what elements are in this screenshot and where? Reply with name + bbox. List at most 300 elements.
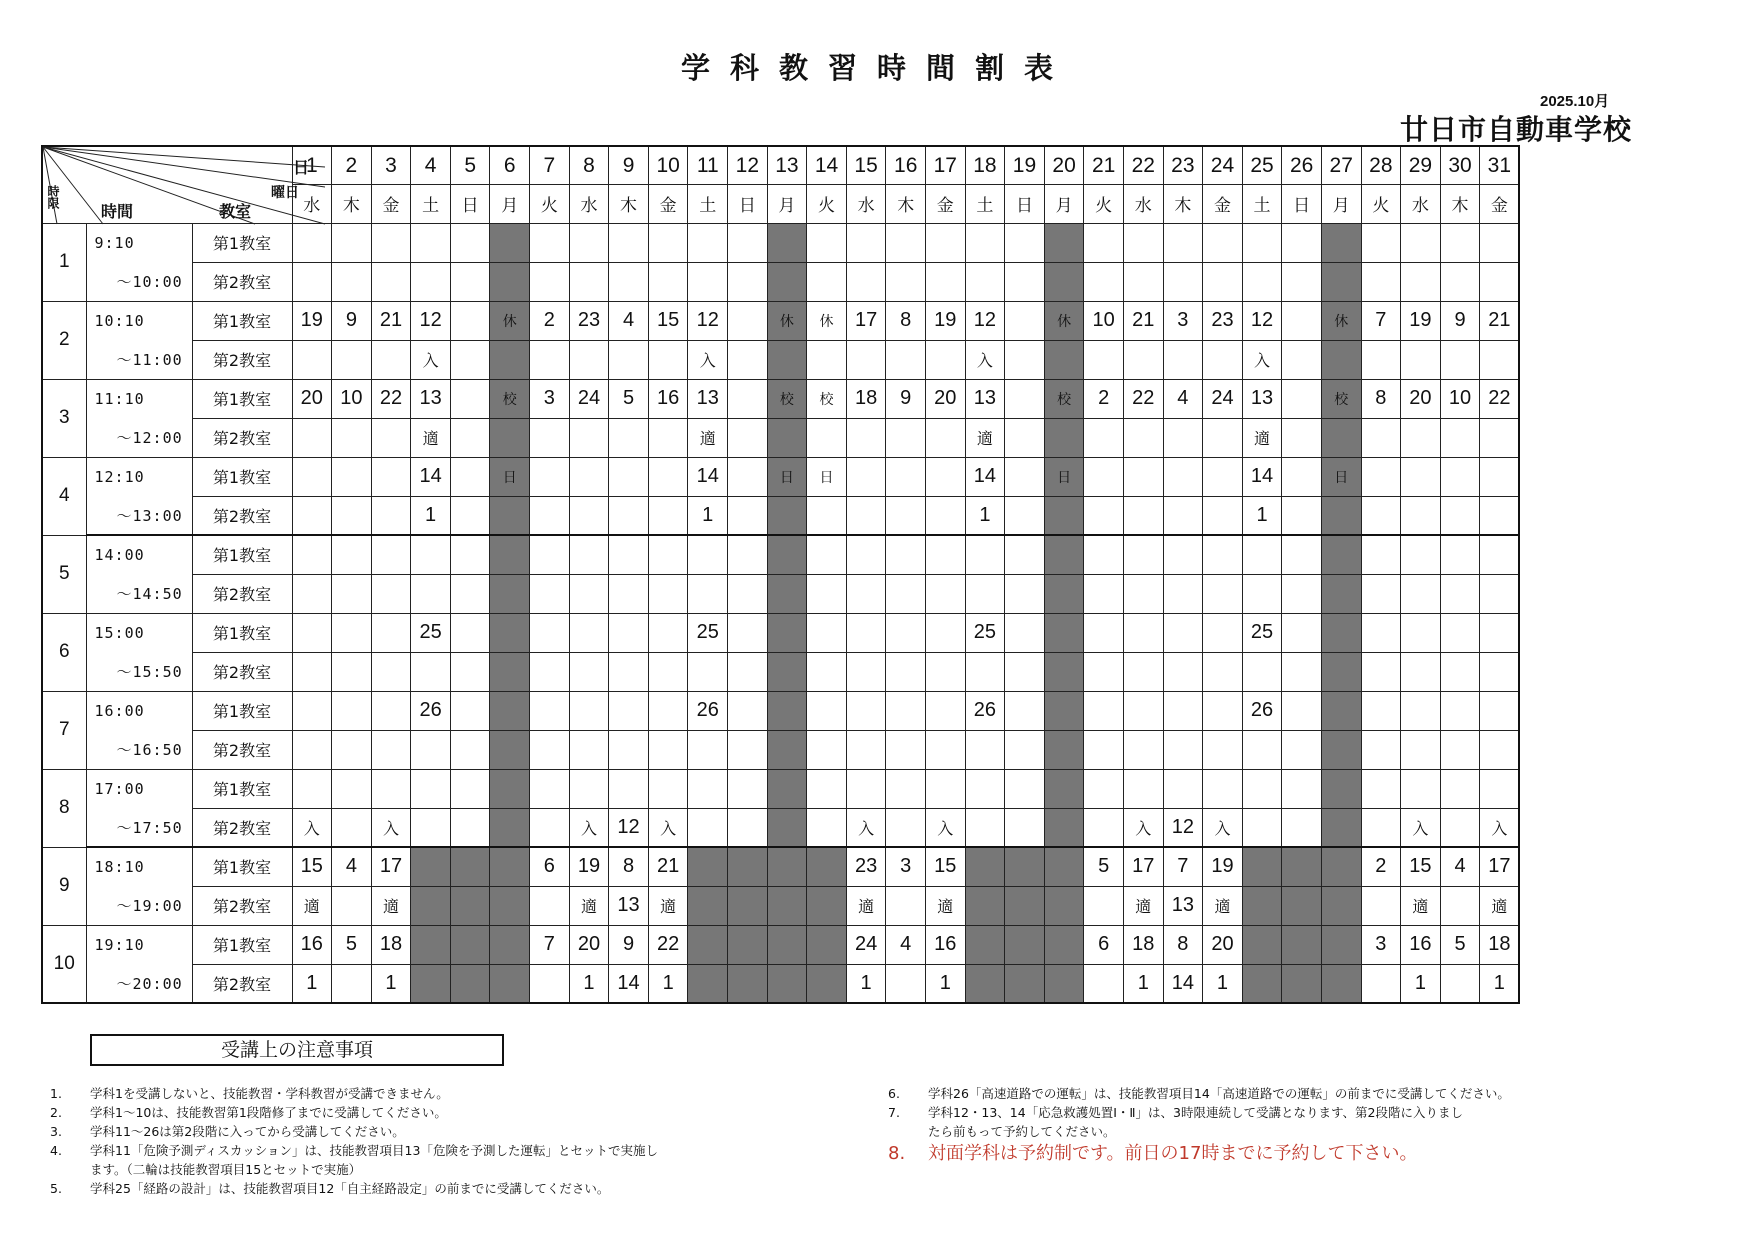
- schedule-cell: [1282, 847, 1322, 886]
- schedule-cell: [569, 340, 609, 379]
- schedule-cell: [767, 847, 807, 886]
- schedule-cell: [846, 769, 886, 808]
- day-header: 27: [1321, 146, 1361, 185]
- schedule-cell: 適: [1401, 886, 1441, 925]
- note-text: 学科25「経路の設計」は、技能教習項目12「自主経路設定」の前までに受講してください。: [90, 1181, 610, 1196]
- schedule-cell: 26: [688, 691, 728, 730]
- schedule-cell: [1242, 535, 1282, 574]
- day-header: 5: [450, 146, 490, 185]
- schedule-cell: [1440, 457, 1480, 496]
- schedule-cell: [688, 847, 728, 886]
- schedule-cell: [1282, 925, 1322, 964]
- schedule-cell: [846, 457, 886, 496]
- schedule-cell: [1044, 496, 1084, 535]
- schedule-cell: 6: [1084, 925, 1124, 964]
- schedule-cell: [1084, 418, 1124, 457]
- schedule-cell: [1123, 730, 1163, 769]
- schedule-cell: [767, 496, 807, 535]
- schedule-cell: [1321, 730, 1361, 769]
- schedule-cell: [965, 925, 1005, 964]
- schedule-cell: 23: [846, 847, 886, 886]
- school-name: 廿日市自動車学校: [1400, 113, 1633, 146]
- weekday-header: 火: [530, 185, 570, 224]
- schedule-cell: [728, 535, 768, 574]
- schedule-cell: [1123, 223, 1163, 262]
- schedule-cell: [886, 496, 926, 535]
- schedule-cell: 1: [688, 496, 728, 535]
- schedule-cell: [1084, 613, 1124, 652]
- schedule-cell: [490, 808, 530, 847]
- schedule-cell: 休: [807, 301, 847, 340]
- weekday-header: 日: [1005, 185, 1045, 224]
- weekday-header: 土: [688, 185, 728, 224]
- table-row: [42, 379, 1519, 418]
- schedule-cell: 13: [609, 886, 649, 925]
- schedule-cell: [1005, 223, 1045, 262]
- period-start-time: 19:10: [86, 925, 192, 964]
- schedule-cell: [1282, 262, 1322, 301]
- schedule-cell: [1005, 964, 1045, 1003]
- schedule-cell: [1163, 496, 1203, 535]
- schedule-cell: [965, 262, 1005, 301]
- schedule-cell: 4: [332, 847, 372, 886]
- schedule-cell: [411, 535, 451, 574]
- day-header: 11: [688, 146, 728, 185]
- schedule-cell: [490, 691, 530, 730]
- schedule-cell: [846, 691, 886, 730]
- schedule-cell: 18: [1480, 925, 1520, 964]
- schedule-cell: 22: [371, 379, 411, 418]
- schedule-cell: 7: [1361, 301, 1401, 340]
- schedule-cell: 20: [292, 379, 332, 418]
- schedule-cell: [609, 613, 649, 652]
- schedule-cell: [886, 613, 926, 652]
- schedule-cell: [728, 223, 768, 262]
- schedule-cell: [1163, 223, 1203, 262]
- schedule-cell: [728, 457, 768, 496]
- schedule-cell: 7: [530, 925, 570, 964]
- schedule-cell: [1480, 418, 1520, 457]
- note-number: 3.: [50, 1124, 62, 1139]
- room-label: 第2教室: [192, 574, 292, 613]
- schedule-cell: [332, 223, 372, 262]
- schedule-cell: [1321, 223, 1361, 262]
- period-end-time: ～11:00: [86, 340, 192, 379]
- schedule-cell: [1203, 691, 1243, 730]
- note-item: [888, 1103, 1668, 1141]
- schedule-cell: [767, 262, 807, 301]
- schedule-cell: [609, 652, 649, 691]
- period-number: 4: [42, 457, 86, 535]
- schedule-cell: [1440, 769, 1480, 808]
- schedule-cell: [1005, 262, 1045, 301]
- schedule-cell: [807, 925, 847, 964]
- schedule-cell: 1: [569, 964, 609, 1003]
- schedule-cell: [490, 340, 530, 379]
- schedule-cell: 適: [411, 418, 451, 457]
- weekday-header: 木: [1163, 185, 1203, 224]
- schedule-cell: 16: [1401, 925, 1441, 964]
- schedule-cell: [450, 847, 490, 886]
- schedule-cell: 適: [1242, 418, 1282, 457]
- schedule-cell: 1: [846, 964, 886, 1003]
- schedule-cell: [490, 769, 530, 808]
- schedule-cell: 12: [965, 301, 1005, 340]
- schedule-cell: [371, 457, 411, 496]
- schedule-cell: [1361, 418, 1401, 457]
- day-header: 9: [609, 146, 649, 185]
- schedule-cell: [1123, 574, 1163, 613]
- schedule-cell: 9: [332, 301, 372, 340]
- schedule-cell: [450, 613, 490, 652]
- day-header: 12: [728, 146, 768, 185]
- schedule-cell: [728, 379, 768, 418]
- schedule-cell: [1401, 418, 1441, 457]
- schedule-cell: [530, 691, 570, 730]
- schedule-cell: [965, 535, 1005, 574]
- schedule-cell: 日: [1321, 457, 1361, 496]
- schedule-cell: [1203, 769, 1243, 808]
- schedule-cell: [1163, 769, 1203, 808]
- schedule-cell: 校: [490, 379, 530, 418]
- schedule-cell: [371, 262, 411, 301]
- schedule-cell: [648, 496, 688, 535]
- schedule-cell: [1005, 574, 1045, 613]
- schedule-cell: 1: [1480, 964, 1520, 1003]
- schedule-cell: 26: [965, 691, 1005, 730]
- schedule-cell: [1440, 691, 1480, 730]
- schedule-cell: [767, 691, 807, 730]
- schedule-cell: [411, 808, 451, 847]
- schedule-cell: [1321, 262, 1361, 301]
- schedule-cell: [1480, 574, 1520, 613]
- table-row: [42, 457, 1519, 496]
- schedule-cell: 適: [1203, 886, 1243, 925]
- schedule-cell: [1321, 886, 1361, 925]
- schedule-cell: 4: [886, 925, 926, 964]
- period-start-time: 15:00: [86, 613, 192, 652]
- schedule-cell: [1361, 496, 1401, 535]
- note-number: 6.: [888, 1086, 900, 1101]
- room-label: 第2教室: [192, 886, 292, 925]
- schedule-cell: [1123, 691, 1163, 730]
- schedule-cell: [767, 730, 807, 769]
- room-label: 第1教室: [192, 847, 292, 886]
- schedule-cell: [530, 964, 570, 1003]
- schedule-cell: [1480, 340, 1520, 379]
- notes-left-column: [50, 1084, 810, 1198]
- weekday-header: 土: [965, 185, 1005, 224]
- schedule-cell: [609, 574, 649, 613]
- schedule-cell: 入: [371, 808, 411, 847]
- schedule-cell: 16: [926, 925, 966, 964]
- schedule-cell: [609, 535, 649, 574]
- schedule-cell: [1401, 769, 1441, 808]
- weekday-header: 土: [411, 185, 451, 224]
- schedule-cell: [292, 574, 332, 613]
- schedule-cell: [1440, 886, 1480, 925]
- schedule-cell: [1044, 808, 1084, 847]
- schedule-cell: 休: [767, 301, 807, 340]
- day-header: 28: [1361, 146, 1401, 185]
- schedule-cell: [609, 340, 649, 379]
- schedule-cell: [569, 769, 609, 808]
- schedule-cell: [490, 964, 530, 1003]
- weekday-header: 金: [371, 185, 411, 224]
- period-end-time: ～12:00: [86, 418, 192, 457]
- schedule-cell: [609, 262, 649, 301]
- weekday-header: 木: [886, 185, 926, 224]
- schedule-cell: [1321, 691, 1361, 730]
- schedule-cell: [1242, 652, 1282, 691]
- schedule-cell: [767, 652, 807, 691]
- schedule-cell: [648, 457, 688, 496]
- schedule-cell: [371, 730, 411, 769]
- schedule-cell: [332, 262, 372, 301]
- schedule-cell: [1084, 652, 1124, 691]
- schedule-cell: [1005, 340, 1045, 379]
- schedule-cell: [1163, 262, 1203, 301]
- schedule-cell: [1480, 262, 1520, 301]
- note-number: 4.: [50, 1143, 62, 1158]
- schedule-cell: [767, 964, 807, 1003]
- schedule-cell: [530, 730, 570, 769]
- schedule-cell: 入: [965, 340, 1005, 379]
- room-label: 第2教室: [192, 808, 292, 847]
- schedule-cell: [1005, 418, 1045, 457]
- schedule-cell: 12: [688, 301, 728, 340]
- schedule-cell: [1480, 730, 1520, 769]
- schedule-cell: [767, 340, 807, 379]
- schedule-cell: [886, 730, 926, 769]
- schedule-cell: [1005, 886, 1045, 925]
- schedule-cell: 2: [530, 301, 570, 340]
- schedule-cell: 入: [569, 808, 609, 847]
- schedule-cell: [1203, 652, 1243, 691]
- schedule-cell: [648, 535, 688, 574]
- schedule-cell: 20: [1203, 925, 1243, 964]
- schedule-cell: [965, 223, 1005, 262]
- schedule-cell: [1044, 964, 1084, 1003]
- schedule-cell: [807, 535, 847, 574]
- schedule-cell: 1: [411, 496, 451, 535]
- schedule-cell: [767, 574, 807, 613]
- schedule-cell: 休: [1044, 301, 1084, 340]
- schedule-cell: [1203, 223, 1243, 262]
- schedule-cell: [926, 223, 966, 262]
- schedule-cell: [292, 730, 332, 769]
- period-number: 2: [42, 301, 86, 379]
- schedule-cell: [490, 418, 530, 457]
- schedule-cell: 19: [1203, 847, 1243, 886]
- schedule-cell: [648, 769, 688, 808]
- schedule-cell: [728, 340, 768, 379]
- schedule-cell: [450, 886, 490, 925]
- schedule-cell: 17: [1123, 847, 1163, 886]
- schedule-cell: [1401, 223, 1441, 262]
- schedule-cell: [411, 964, 451, 1003]
- header-corner: [42, 146, 310, 223]
- schedule-cell: 入: [1123, 808, 1163, 847]
- room-label: 第2教室: [192, 964, 292, 1003]
- schedule-cell: [1084, 262, 1124, 301]
- schedule-cell: [1203, 457, 1243, 496]
- table-row: [42, 730, 1519, 769]
- schedule-cell: [926, 535, 966, 574]
- schedule-cell: [767, 535, 807, 574]
- schedule-cell: [1282, 418, 1322, 457]
- note-number: 7.: [888, 1105, 900, 1120]
- schedule-cell: [530, 808, 570, 847]
- room-label: 第1教室: [192, 691, 292, 730]
- schedule-cell: [490, 847, 530, 886]
- room-label: 第2教室: [192, 496, 292, 535]
- schedule-cell: [926, 457, 966, 496]
- room-label: 第2教室: [192, 418, 292, 457]
- schedule-cell: [450, 262, 490, 301]
- schedule-cell: [569, 262, 609, 301]
- schedule-cell: [490, 886, 530, 925]
- day-header: 7: [530, 146, 570, 185]
- schedule-cell: [728, 301, 768, 340]
- note-text: 学科11「危険予測ディスカッション」は、技能教習項目13「危険を予測した運転」とセットで実施し: [90, 1143, 658, 1158]
- schedule-cell: 2: [1084, 379, 1124, 418]
- day-header: 15: [846, 146, 886, 185]
- schedule-cell: [1242, 262, 1282, 301]
- schedule-cell: [1084, 574, 1124, 613]
- schedule-cell: 25: [965, 613, 1005, 652]
- schedule-cell: 1: [1123, 964, 1163, 1003]
- schedule-cell: 5: [1440, 925, 1480, 964]
- weekday-header: 木: [1440, 185, 1480, 224]
- schedule-cell: 13: [688, 379, 728, 418]
- schedule-cell: [965, 730, 1005, 769]
- schedule-cell: [371, 652, 411, 691]
- period-number: 9: [42, 847, 86, 925]
- schedule-cell: 19: [1401, 301, 1441, 340]
- schedule-cell: [530, 340, 570, 379]
- schedule-cell: 1: [371, 964, 411, 1003]
- schedule-cell: [530, 535, 570, 574]
- notes-right-column: [888, 1084, 1668, 1167]
- schedule-cell: [332, 418, 372, 457]
- schedule-cell: [292, 652, 332, 691]
- weekday-header: 火: [807, 185, 847, 224]
- schedule-cell: [332, 964, 372, 1003]
- schedule-cell: [1361, 691, 1401, 730]
- schedule-cell: [1321, 340, 1361, 379]
- schedule-cell: [1361, 730, 1401, 769]
- schedule-cell: [450, 730, 490, 769]
- schedule-cell: [530, 886, 570, 925]
- schedule-cell: 校: [1321, 379, 1361, 418]
- schedule-cell: 1: [926, 964, 966, 1003]
- schedule-cell: [1123, 418, 1163, 457]
- timetable: [41, 145, 1520, 1004]
- schedule-cell: [1242, 964, 1282, 1003]
- schedule-cell: [1321, 496, 1361, 535]
- schedule-cell: [965, 769, 1005, 808]
- schedule-cell: [1321, 418, 1361, 457]
- schedule-cell: [926, 613, 966, 652]
- weekday-header: 金: [1203, 185, 1243, 224]
- note-item: [50, 1084, 810, 1103]
- schedule-cell: [1123, 769, 1163, 808]
- day-header: 17: [926, 146, 966, 185]
- schedule-cell: [1203, 574, 1243, 613]
- day-header: 26: [1282, 146, 1322, 185]
- day-header: 23: [1163, 146, 1203, 185]
- period-start-time: 14:00: [86, 535, 192, 574]
- schedule-cell: [1401, 457, 1441, 496]
- schedule-cell: 26: [411, 691, 451, 730]
- schedule-cell: [371, 535, 411, 574]
- schedule-cell: [569, 652, 609, 691]
- schedule-cell: [648, 730, 688, 769]
- schedule-cell: [926, 574, 966, 613]
- table-row: [42, 574, 1519, 613]
- schedule-cell: [1044, 925, 1084, 964]
- schedule-cell: [846, 340, 886, 379]
- schedule-cell: [1005, 613, 1045, 652]
- schedule-cell: [728, 964, 768, 1003]
- period-end-time: ～10:00: [86, 262, 192, 301]
- schedule-cell: 19: [926, 301, 966, 340]
- schedule-cell: [1480, 457, 1520, 496]
- period-end-time: ～14:50: [86, 574, 192, 613]
- schedule-cell: [490, 925, 530, 964]
- note-text: 対面学科は予約制です。前日の17時までに予約して下さい。: [928, 1143, 1418, 1164]
- schedule-cell: [1123, 340, 1163, 379]
- table-row: [42, 535, 1519, 574]
- corner-label-weekday: 曜日: [271, 185, 299, 201]
- room-label: 第2教室: [192, 730, 292, 769]
- schedule-cell: [767, 925, 807, 964]
- weekday-header: 水: [292, 185, 332, 224]
- schedule-cell: 9: [609, 925, 649, 964]
- schedule-cell: [1401, 535, 1441, 574]
- schedule-cell: [807, 496, 847, 535]
- schedule-cell: [767, 769, 807, 808]
- weekday-header: 火: [1361, 185, 1401, 224]
- schedule-cell: 12: [411, 301, 451, 340]
- schedule-cell: 24: [1203, 379, 1243, 418]
- schedule-cell: 7: [1163, 847, 1203, 886]
- day-header: 2: [332, 146, 372, 185]
- schedule-cell: [450, 457, 490, 496]
- schedule-cell: [1361, 262, 1401, 301]
- period-start-time: 18:10: [86, 847, 192, 886]
- schedule-cell: 17: [371, 847, 411, 886]
- schedule-cell: 4: [609, 301, 649, 340]
- schedule-cell: [728, 886, 768, 925]
- schedule-cell: [1242, 808, 1282, 847]
- note-text: 学科1を受講しないと、技能教習・学科教習が受講できません。: [90, 1086, 449, 1101]
- schedule-cell: 14: [1163, 964, 1203, 1003]
- schedule-cell: 21: [1480, 301, 1520, 340]
- schedule-cell: [530, 652, 570, 691]
- schedule-cell: [886, 886, 926, 925]
- schedule-cell: 3: [1163, 301, 1203, 340]
- weekday-header: 日: [450, 185, 490, 224]
- room-label: 第2教室: [192, 340, 292, 379]
- schedule-cell: [1123, 535, 1163, 574]
- schedule-cell: [688, 769, 728, 808]
- schedule-cell: [1044, 262, 1084, 301]
- schedule-cell: [728, 925, 768, 964]
- schedule-cell: [1123, 613, 1163, 652]
- schedule-cell: 15: [292, 847, 332, 886]
